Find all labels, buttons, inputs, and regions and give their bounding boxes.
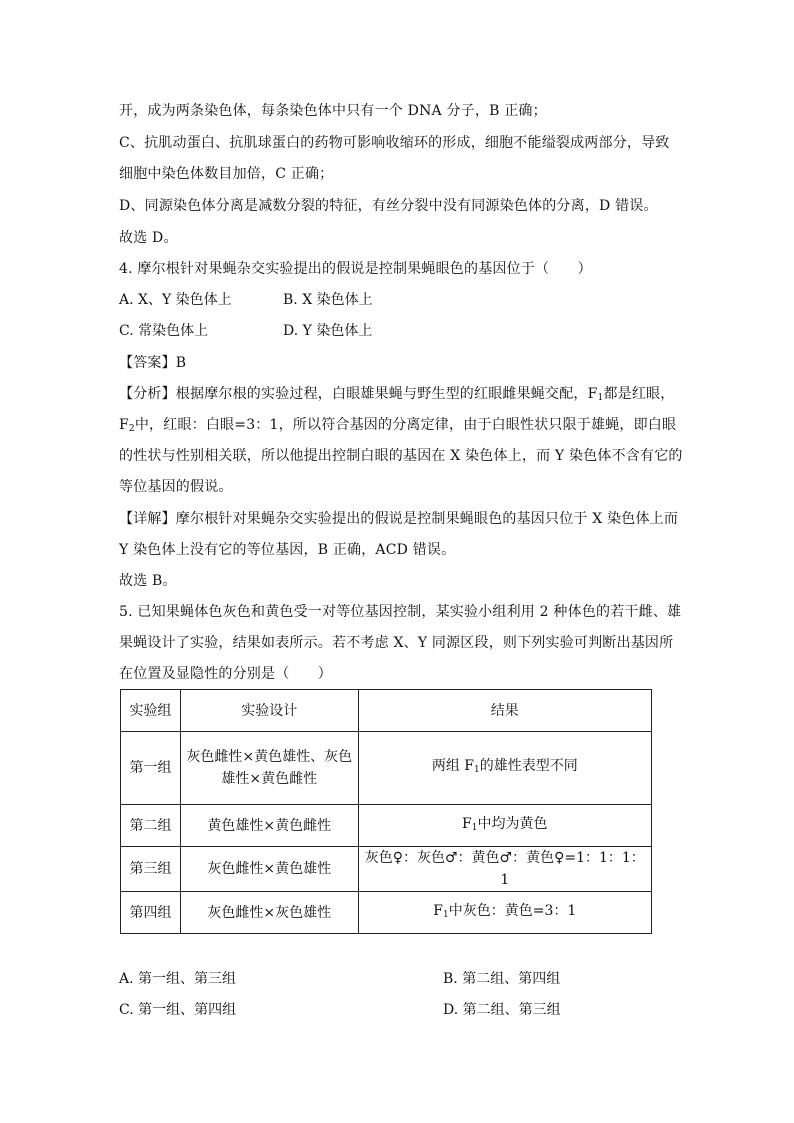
detail-line: 【详解】摩尔根针对果蝇杂交实验提出的假说是控制果蝇眼色的基因只位于 X 染色体上而 bbox=[119, 511, 679, 527]
design-cell: 黄色雄性×黄色雌性 bbox=[180, 805, 358, 847]
q4-option-b: B. X 染色体上 bbox=[283, 292, 373, 308]
design-cell: 灰色雌性×黄色雄性 bbox=[180, 847, 358, 892]
result-cell: 两组 $F_1$的雄性表型不同 bbox=[358, 732, 651, 805]
text-line: 开，成为两条染色体，每条染色体中只有一个 DNA 分子，B 正确； bbox=[119, 103, 547, 119]
result-cell: $F_1$中均为黄色 bbox=[358, 805, 651, 847]
question-4-stem: 4. 摩尔根针对果蝇杂交实验提出的假说是控制果蝇眼色的基因位于（ ） bbox=[119, 261, 592, 277]
analysis-line: 【分析】根据摩尔根的实验过程，白眼雄果蝇与野生型的红眼雌果蝇交配，$F_1$都是红眼， bbox=[119, 386, 675, 403]
table-row bbox=[121, 847, 652, 892]
design-cell: 灰色雌性×灰色雄性 bbox=[180, 892, 358, 934]
q5-option-b: B. 第二组、第四组 bbox=[443, 971, 561, 987]
table-row bbox=[121, 732, 652, 805]
group-cell: 第三组 bbox=[121, 847, 181, 892]
q5-option-d: D. 第二组、第三组 bbox=[443, 1002, 561, 1018]
group-cell: 第二组 bbox=[121, 805, 181, 847]
answer-line: 【答案】B bbox=[119, 355, 187, 371]
question-5-stem: 果蝇设计了实验，结果如表所示。若不考虑 X、Y 同源区段，则下列实验可判断出基因所 bbox=[119, 635, 674, 651]
text-line: D、同源染色体分离是减数分裂的特征，有丝分裂中没有同源染色体的分离，D 错误。 bbox=[119, 198, 658, 214]
table-header-row bbox=[121, 690, 652, 732]
table-row bbox=[121, 805, 652, 847]
q4-option-d: D. Y 染色体上 bbox=[283, 323, 373, 339]
table-row bbox=[121, 892, 652, 934]
group-cell: 第一组 bbox=[121, 732, 181, 805]
text-line: C、抗肌动蛋白、抗肌球蛋白的药物可影响收缩环的形成，细胞不能缢裂成两部分，导致 bbox=[119, 135, 670, 151]
analysis-line: 等位基因的假说。 bbox=[119, 479, 233, 495]
analysis-line: 的性状与性别相关联，所以他提出控制白眼的基因在 X 染色体上，而 Y 染色体不含有它的 bbox=[119, 448, 683, 464]
detail-line: Y 染色体上没有它的等位基因，B 正确，ACD 错误。 bbox=[119, 542, 456, 558]
header-design: 实验设计 bbox=[180, 690, 358, 732]
result-cell: 灰色♀：灰色♂：黄色♂：黄色♀=1：1：1：1 bbox=[358, 847, 651, 892]
text-line: 细胞中染色体数目加倍，C 正确； bbox=[119, 166, 334, 182]
group-cell: 第四组 bbox=[121, 892, 181, 934]
analysis-line: $F_2$中，红眼：白眼=3：1，所以符合基因的分离定律，由于白眼性状只限于雄蝇，即白眼 bbox=[119, 417, 677, 434]
result-cell: $F_1$中灰色：黄色=3：1 bbox=[358, 892, 651, 934]
question-5-stem: 5. 已知果蝇体色灰色和黄色受一对等位基因控制，某实验小组利用 2 种体色的若干雌、雄 bbox=[119, 604, 682, 620]
design-cell: 灰色雌性×黄色雄性、灰色 雄性×黄色雌性 bbox=[180, 732, 358, 805]
experiment-table bbox=[120, 689, 652, 934]
q5-option-a: A. 第一组、第三组 bbox=[119, 971, 237, 987]
q4-option-a: A. X、Y 染色体上 bbox=[119, 292, 232, 308]
header-result: 结果 bbox=[358, 690, 651, 732]
q4-option-c: C. 常染色体上 bbox=[119, 323, 209, 339]
header-group: 实验组 bbox=[121, 690, 181, 732]
detail-line: 故选 B。 bbox=[119, 573, 177, 589]
q5-option-c: C. 第一组、第四组 bbox=[119, 1002, 237, 1018]
text-line: 故选 D。 bbox=[119, 230, 178, 246]
question-5-stem: 在位置及显隐性的分别是（ ） bbox=[119, 666, 332, 682]
